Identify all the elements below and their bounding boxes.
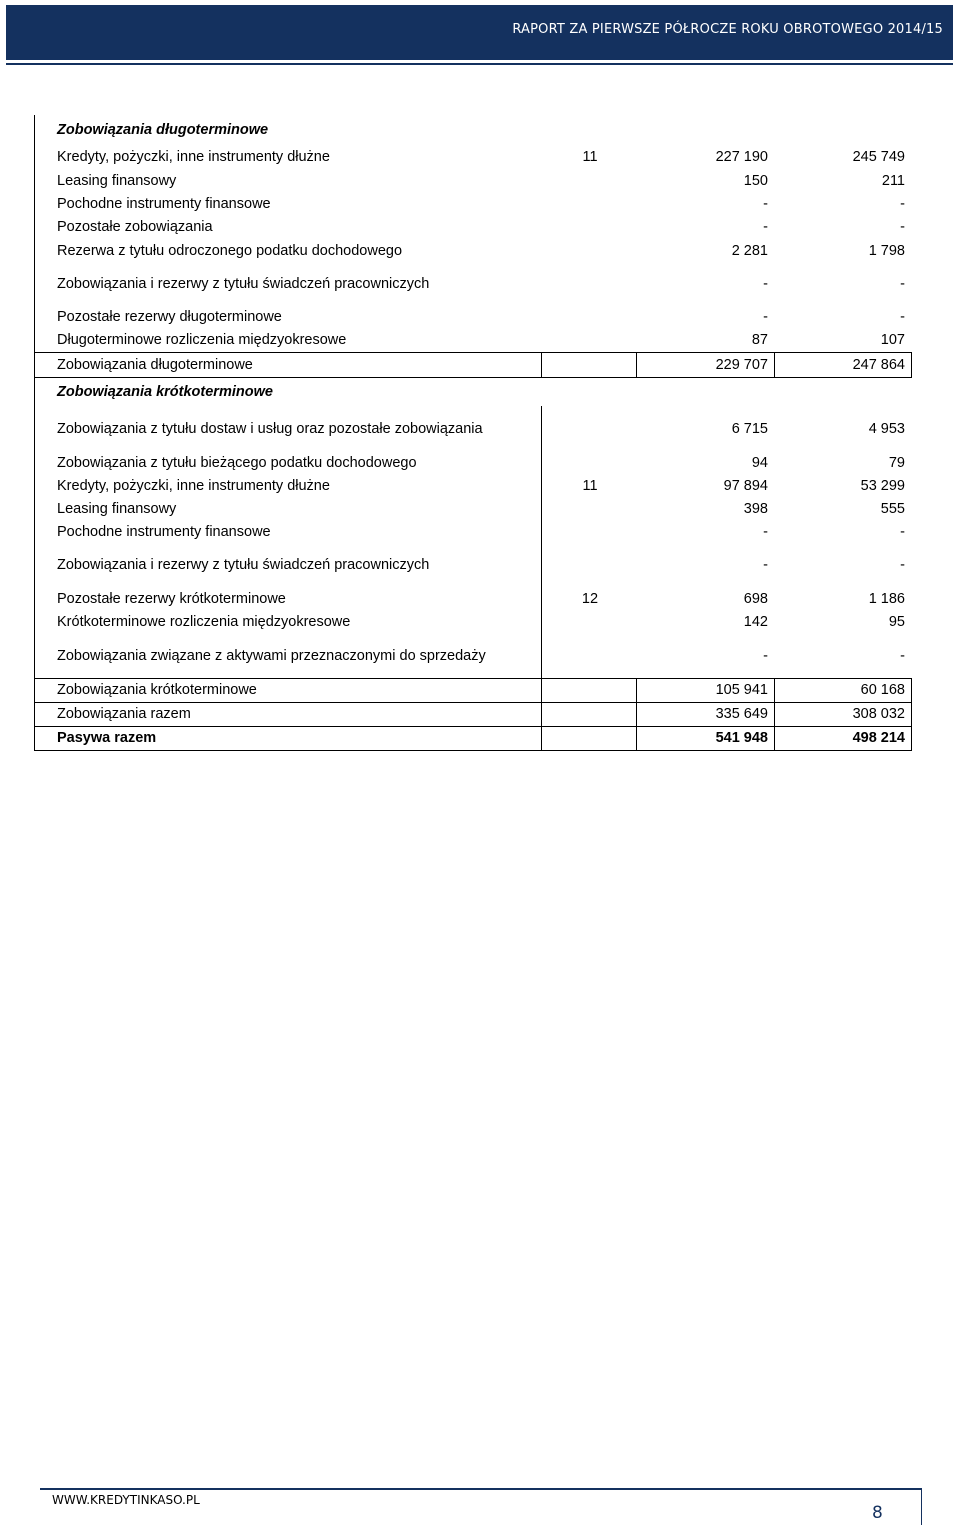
row-value-prior: -	[900, 309, 905, 325]
row-value-prior: -	[900, 219, 905, 235]
table-rule	[34, 678, 912, 679]
row-value-current: 150	[743, 173, 768, 189]
row-label: Pasywa razem	[57, 730, 157, 746]
row-label: Zobowiązania i rezerwy z tytułu świadczeń pracowniczych	[57, 557, 430, 573]
row-value-prior: 95	[888, 614, 905, 630]
row-label: Zobowiązania długoterminowe	[57, 357, 253, 373]
table-col-border-note	[636, 352, 637, 377]
row-value-current: 105 941	[715, 682, 768, 698]
row-value-prior: 1 798	[868, 243, 905, 259]
report-title: RAPORT ZA PIERWSZE PÓŁROCZE ROKU OBROTOWEGO 2014/15	[512, 22, 943, 37]
row-label: Pozostałe zobowiązania	[57, 219, 213, 235]
table-col-border-v1	[774, 352, 775, 377]
row-value-prior: 555	[880, 501, 905, 517]
row-label: Zobowiązania razem	[57, 706, 191, 722]
row-value-prior: -	[900, 524, 905, 540]
row-label: Zobowiązania krótkoterminowe	[57, 682, 257, 698]
row-label: Kredyty, pożyczki, inne instrumenty dłużne	[57, 149, 330, 165]
row-label: Rezerwa z tytułu odroczonego podatku dochodowego	[57, 243, 403, 259]
table-rule	[34, 726, 912, 727]
row-label: Zobowiązania krótkoterminowe	[57, 384, 273, 400]
row-value-prior: -	[900, 557, 905, 573]
row-value-current: 229 707	[715, 357, 768, 373]
row-label: Zobowiązania długoterminowe	[57, 122, 269, 138]
row-value-prior: 60 168	[860, 682, 905, 698]
row-label: Kredyty, pożyczki, inne instrumenty dłużne	[57, 478, 330, 494]
row-label: Długoterminowe rozliczenia międzyokresowe	[57, 332, 347, 348]
page-number: 8	[872, 1503, 883, 1523]
row-label: Leasing finansowy	[57, 501, 177, 517]
balance-sheet-table	[0, 0, 960, 760]
row-value-current: -	[763, 557, 768, 573]
table-right-border	[911, 678, 912, 751]
row-value-current: -	[763, 648, 768, 664]
row-value-prior: 107	[880, 332, 905, 348]
row-value-current: 227 190	[715, 149, 768, 165]
row-label: Zobowiązania z tytułu dostaw i usług oraz pozostałe zobowiązania	[57, 421, 483, 437]
row-label: Pozostałe rezerwy długoterminowe	[57, 309, 282, 325]
row-label: Krótkoterminowe rozliczenia międzyokresowe	[57, 614, 351, 630]
row-value-prior: 79	[888, 455, 905, 471]
row-value-prior: -	[900, 276, 905, 292]
table-left-border	[34, 115, 35, 751]
row-value-current: 398	[743, 501, 768, 517]
row-label: Pochodne instrumenty finansowe	[57, 196, 271, 212]
row-note: 12	[581, 591, 599, 607]
row-value-current: 87	[751, 332, 768, 348]
row-value-prior: 247 864	[852, 357, 905, 373]
table-col-border-note	[636, 678, 637, 751]
footer-divider	[40, 1488, 922, 1490]
row-value-current: 2 281	[731, 243, 768, 259]
row-value-current: -	[763, 276, 768, 292]
row-note: 11	[582, 149, 598, 165]
footer-vertical-rule	[921, 1488, 922, 1525]
row-value-current: -	[763, 309, 768, 325]
row-value-current: 97 894	[723, 478, 768, 494]
table-col-border-v1	[774, 678, 775, 751]
row-label: Zobowiązania związane z aktywami przeznaczonymi do sprzedaży	[57, 648, 486, 664]
footer-url[interactable]: WWW.KREDYTINKASO.PL	[52, 1493, 200, 1507]
row-value-prior: 308 032	[852, 706, 905, 722]
table-rule	[34, 377, 912, 378]
row-value-prior: 211	[881, 173, 905, 189]
row-value-current: 6 715	[731, 421, 768, 437]
row-label: Pozostałe rezerwy krótkoterminowe	[57, 591, 286, 607]
row-label: Leasing finansowy	[57, 173, 177, 189]
table-rule	[34, 702, 912, 703]
table-rule	[34, 352, 912, 353]
row-value-prior: 245 749	[852, 149, 905, 165]
row-value-prior: 1 186	[868, 591, 905, 607]
table-col-border-label	[541, 352, 542, 377]
row-value-prior: -	[900, 648, 905, 664]
row-value-prior: 498 214	[852, 730, 905, 746]
row-value-current: -	[763, 524, 768, 540]
row-value-current: 142	[743, 614, 768, 630]
row-value-current: -	[763, 196, 768, 212]
row-value-current: 698	[743, 591, 768, 607]
table-col-border-label	[541, 406, 542, 751]
row-value-current: -	[763, 219, 768, 235]
row-note: 11	[582, 478, 598, 494]
table-right-border	[911, 352, 912, 377]
row-value-current: 94	[751, 455, 768, 471]
row-label: Pochodne instrumenty finansowe	[57, 524, 271, 540]
row-label: Zobowiązania i rezerwy z tytułu świadczeń pracowniczych	[57, 276, 430, 292]
row-value-current: 335 649	[715, 706, 768, 722]
row-value-prior: 53 299	[860, 478, 905, 494]
table-rule	[34, 750, 912, 751]
row-label: Zobowiązania z tytułu bieżącego podatku dochodowego	[57, 455, 417, 471]
row-value-prior: -	[900, 196, 905, 212]
row-value-prior: 4 953	[868, 421, 905, 437]
row-value-current: 541 948	[715, 730, 768, 746]
